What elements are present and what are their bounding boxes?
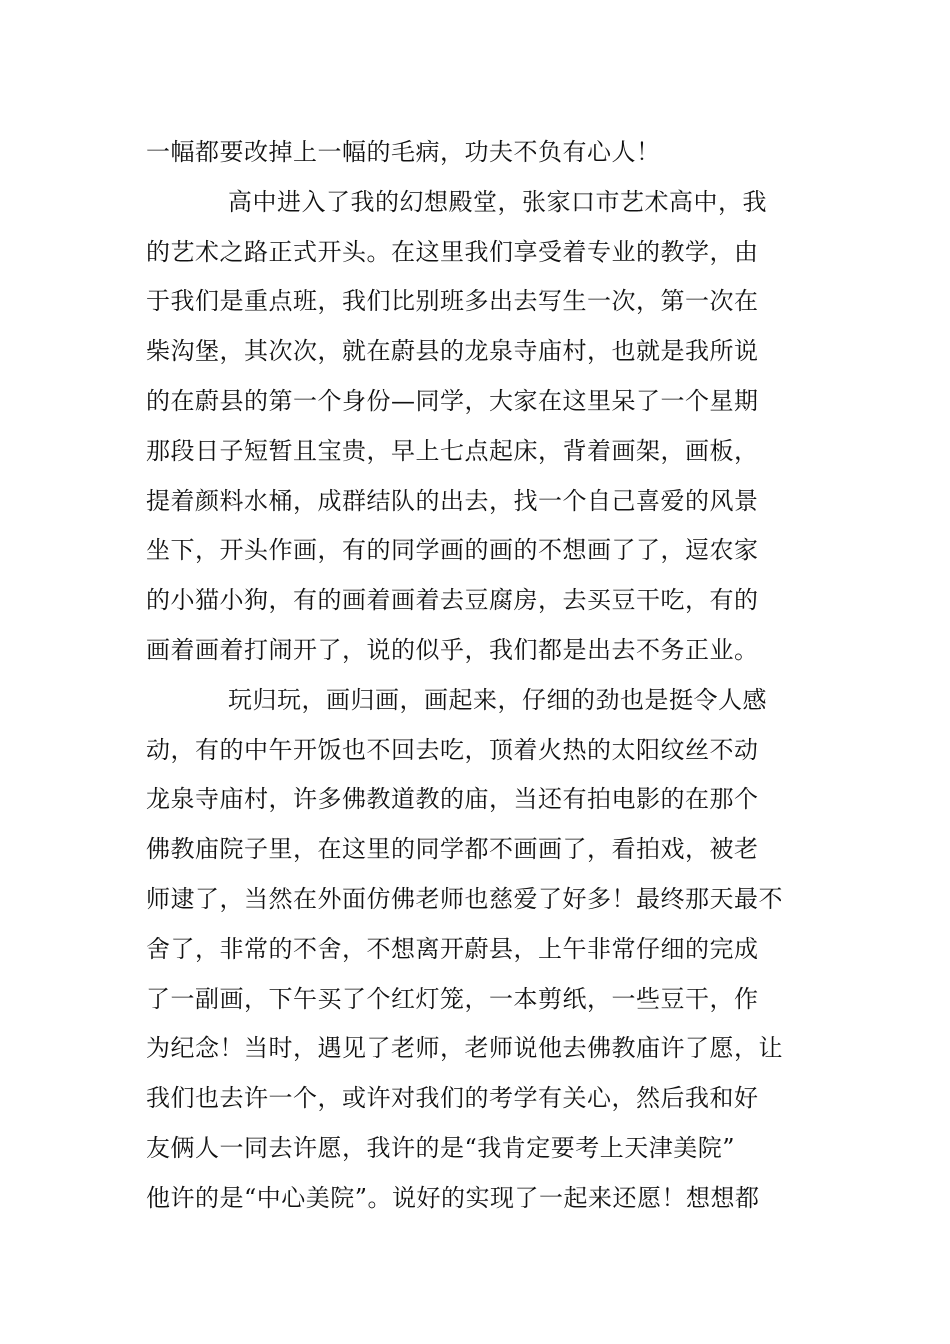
text-line: 坐下，开头作画，有的同学画的画的不想画了了，逗农家 bbox=[146, 536, 759, 565]
text-line: 的在蔚县的第一个身份—同学，大家在这里呆了一个星期 bbox=[146, 386, 759, 415]
text-line: 动，有的中午开饭也不回去吃，顶着火热的太阳纹丝不动 bbox=[146, 735, 759, 764]
text-line: 为纪念！当时，遇见了老师，老师说他去佛教庙许了愿，让 bbox=[146, 1034, 783, 1063]
paragraph-start-line: 高中进入了我的幻想殿堂，张家口市艺术高中，我 bbox=[228, 187, 767, 216]
text-line: 舍了，非常的不舍，不想离开蔚县，上午非常仔细的完成 bbox=[146, 934, 759, 963]
text-line: 他许的是“中心美院”。说好的实现了一起来还愿！想想都 bbox=[146, 1183, 760, 1212]
text-line: 一幅都要改掉上一幅的毛病，功夫不负有心人！ bbox=[146, 138, 661, 166]
body-text bbox=[146, 128, 810, 1224]
text-line: 的艺术之路正式开头。在这里我们享受着专业的教学，由 bbox=[146, 237, 759, 266]
text-line: 画着画着打闹开了，说的似乎，我们都是出去不务正业。 bbox=[146, 635, 759, 664]
text-line: 柴沟堡，其次次，就在蔚县的龙泉寺庙村，也就是我所说 bbox=[146, 337, 759, 366]
text-line: 佛教庙院子里，在这里的同学都不画画了，看拍戏，被老 bbox=[146, 835, 759, 864]
text-line: 我们也去许一个，或许对我们的考学有关心，然后我和好 bbox=[146, 1084, 759, 1113]
text-line: 那段日子短暂且宝贵，早上七点起床，背着画架，画板， bbox=[146, 436, 759, 465]
text-line: 友俩人一同去许愿，我许的是“我肯定要考上天津美院” bbox=[146, 1133, 736, 1162]
text-line: 的小猫小狗，有的画着画着去豆腐房，去买豆干吃，有的 bbox=[146, 586, 759, 615]
paragraph-start-line: 玩归玩，画归画，画起来，仔细的劲也是挺令人感 bbox=[228, 685, 767, 714]
text-line: 龙泉寺庙村，许多佛教道教的庙，当还有拍电影的在那个 bbox=[146, 785, 759, 814]
text-line: 师逮了，当然在外面仿佛老师也慈爱了好多！最终那天最不 bbox=[146, 884, 783, 913]
text-line: 了一副画，下午买了个红灯笼，一本剪纸，一些豆干，作 bbox=[146, 984, 759, 1013]
text-line: 于我们是重点班，我们比别班多出去写生一次，第一次在 bbox=[146, 287, 759, 316]
text-line: 提着颜料水桶，成群结队的出去，找一个自己喜爱的风景 bbox=[146, 486, 759, 515]
